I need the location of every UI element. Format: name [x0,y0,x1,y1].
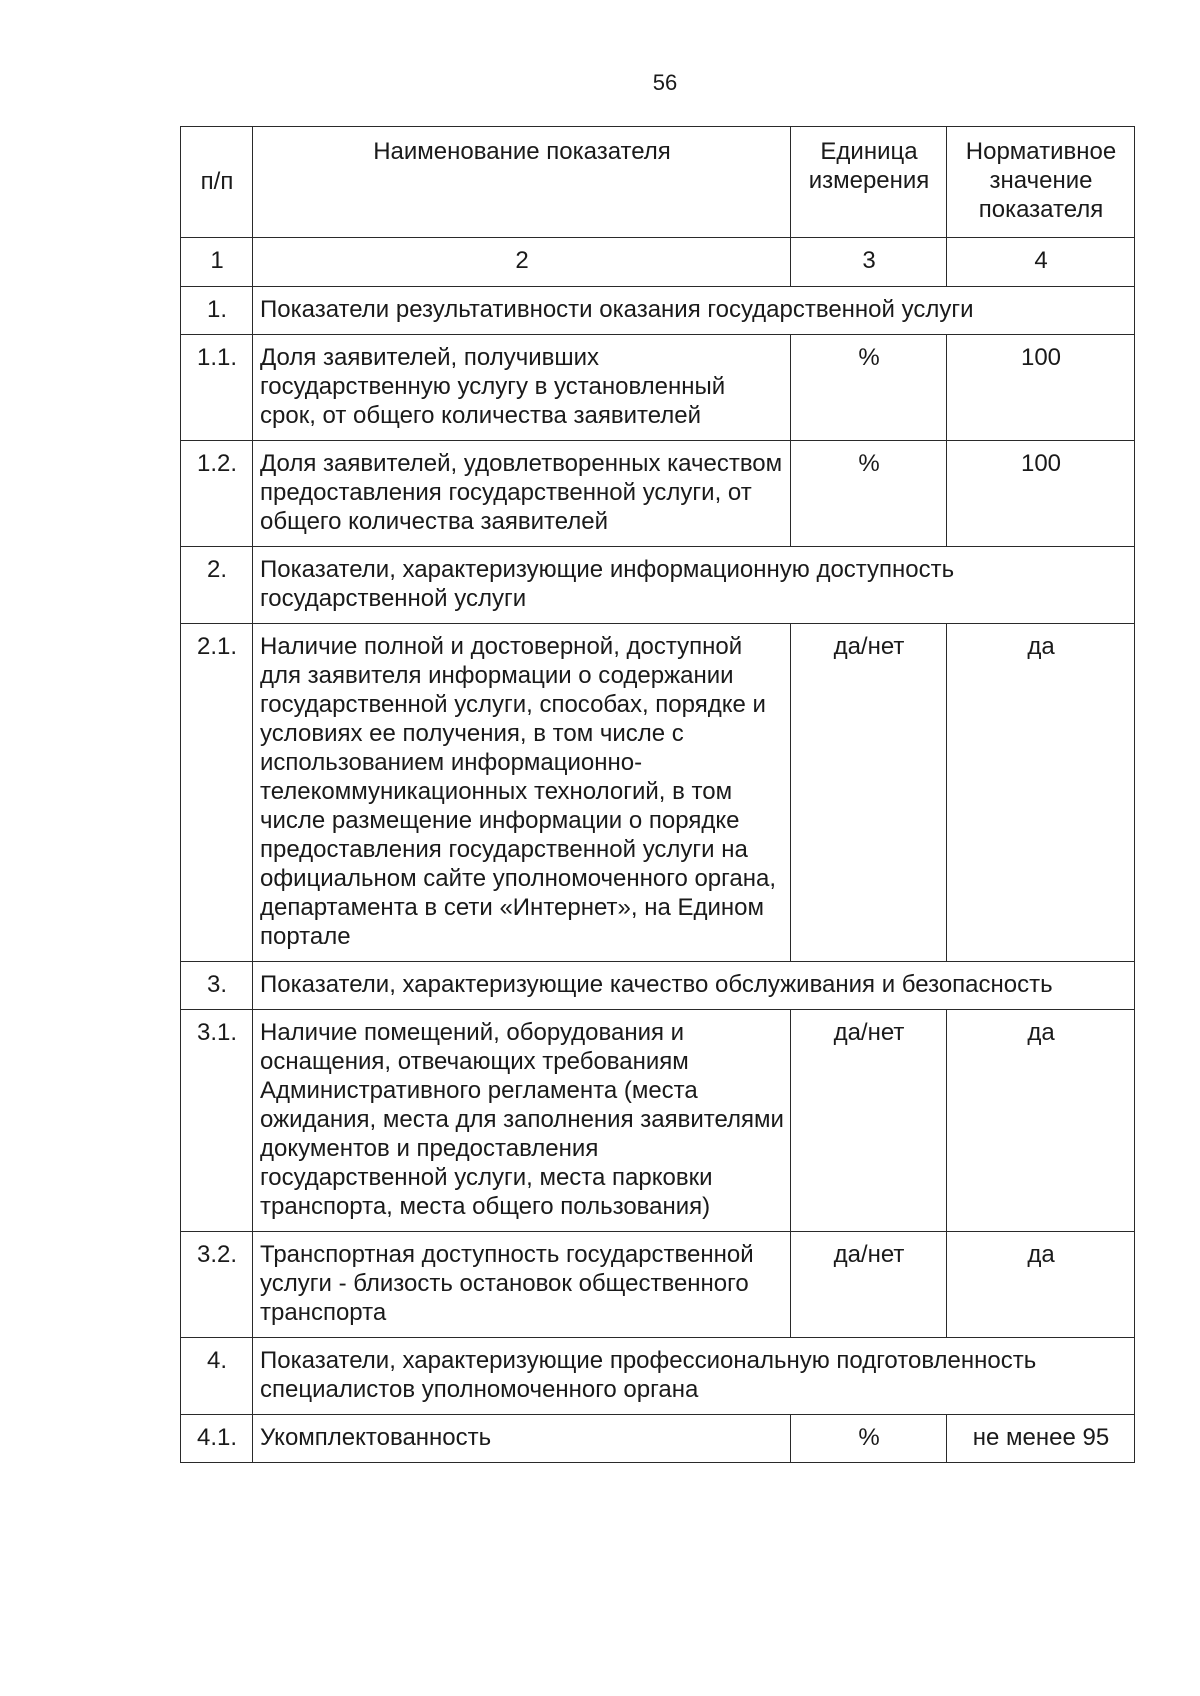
unit-of-measure: % [791,335,947,441]
section-number: 2. [181,547,253,624]
header-norm: Нормативное значение показателя [947,127,1135,238]
table-row [181,1415,1135,1463]
row-number: 4.1. [181,1415,253,1463]
section-row [181,1338,1135,1415]
section-number: 4. [181,1338,253,1415]
section-row [181,962,1135,1010]
column-number: 1 [181,238,253,287]
table-row [181,441,1135,547]
unit-of-measure: % [791,441,947,547]
section-title: Показатели, характеризующие информационную доступность государственной услуги [253,547,1135,624]
normative-value: 100 [947,441,1135,547]
column-number: 2 [253,238,791,287]
table-row [181,624,1135,962]
indicator-name: Наличие помещений, оборудования и оснащения, отвечающих требованиям Административного регламента (места ожидания, места для заполнения заявителями документов и предоставления государственной услуги, места парковки транспорта, места общего пользования) [253,1010,791,1232]
table-row [181,1232,1135,1338]
table-body [181,287,1135,1463]
section-number: 3. [181,962,253,1010]
unit-of-measure: да/нет [791,624,947,962]
indicators-table [180,126,1135,1463]
indicator-name: Транспортная доступность государственной услуги - близость остановок общественного транспорта [253,1232,791,1338]
header-pp: п/п [181,127,253,238]
normative-value: 100 [947,335,1135,441]
table-row [181,1010,1135,1232]
unit-of-measure: да/нет [791,1010,947,1232]
section-title: Показатели, характеризующие профессиональную подготовленность специалистов уполномоченного органа [253,1338,1135,1415]
normative-value: да [947,624,1135,962]
row-number: 1.2. [181,441,253,547]
row-number: 3.2. [181,1232,253,1338]
header-unit: Единица измерения [791,127,947,238]
indicator-name: Доля заявителей, удовлетворенных качеством предоставления государственной услуги, от общего количества заявителей [253,441,791,547]
normative-value: да [947,1010,1135,1232]
table-row [181,335,1135,441]
header-name: Наименование показателя [253,127,791,238]
normative-value: да [947,1232,1135,1338]
section-title: Показатели, характеризующие качество обслуживания и безопасность [253,962,1135,1010]
unit-of-measure: % [791,1415,947,1463]
page-number: 56 [652,70,678,95]
section-row [181,547,1135,624]
row-number: 2.1. [181,624,253,962]
section-title: Показатели результативности оказания государственной услуги [253,287,1135,335]
section-number: 1. [181,287,253,335]
header-row [181,127,1135,238]
row-number: 3.1. [181,1010,253,1232]
unit-of-measure: да/нет [791,1232,947,1338]
column-number-row [181,238,1135,287]
column-number: 3 [791,238,947,287]
indicator-name: Укомплектованность [253,1415,791,1463]
row-number: 1.1. [181,335,253,441]
indicator-name: Наличие полной и достоверной, доступной для заявителя информации о содержании государственной услуги, способах, порядке и условиях ее получения, в том числе с использованием информационно-телекоммуникационных технологий, в том числе размещение информации о порядке предоставления государственной услуги на официальном сайте уполномоченного органа, департамента в сети «Интернет», на Едином портале [253,624,791,962]
section-row [181,287,1135,335]
column-number: 4 [947,238,1135,287]
normative-value: не менее 95 [947,1415,1135,1463]
indicator-name: Доля заявителей, получивших государственную услугу в установленный срок, от общего количества заявителей [253,335,791,441]
